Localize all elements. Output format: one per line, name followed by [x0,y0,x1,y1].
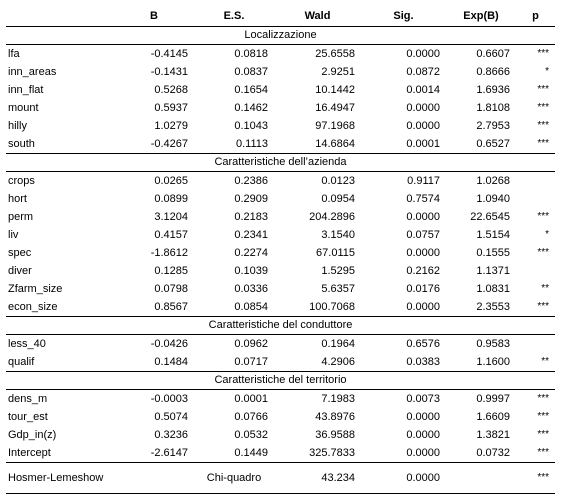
cell-es: 0.1462 [234,102,268,114]
cell-wald: 4.2906 [321,356,355,368]
cell-p [516,335,555,354]
cell-expb: 1.5154 [476,229,510,241]
cell-sig: 0.0000 [406,102,440,114]
table-row [6,226,555,244]
table-row [6,63,555,81]
cell-expb: 0.6607 [476,48,510,60]
cell-expb: 1.8108 [476,102,510,114]
row-label: Gdp_in(z) [8,429,57,441]
cell-p: *** [537,84,549,95]
row-label: Zfarm_size [8,283,63,295]
cell-p [516,172,555,191]
table-row [6,426,555,444]
cell-p: *** [537,138,549,149]
cell-expb: 0.0732 [476,447,510,459]
cell-sig: 0.6576 [406,338,440,350]
row-label: Intercept [8,447,51,459]
cell-b: 0.0265 [154,175,188,187]
cell-wald: 100.7068 [309,301,355,313]
cell-sig: 0.0073 [406,393,440,405]
header-p: p [516,6,555,27]
cell-expb: 1.1371 [476,265,510,277]
section-title: Caratteristiche del territorio [6,372,555,390]
cell-b: 0.0899 [154,193,188,205]
section-title: Localizzazione [6,27,555,45]
row-label: inn_flat [8,84,44,96]
footer-sig: 0.0000 [361,463,446,494]
cell-expb: 1.1600 [476,356,510,368]
cell-es: 0.0717 [234,356,268,368]
cell-wald: 97.1968 [315,120,355,132]
table-row [6,280,555,298]
cell-sig: 0.2162 [406,265,440,277]
cell-es: 0.0336 [234,283,268,295]
row-label: tour_est [8,411,48,423]
cell-b: -0.1431 [150,66,188,78]
footer-empty [114,463,194,494]
cell-p: *** [537,247,549,258]
cell-b: -1.8612 [150,247,188,259]
cell-b: 0.4157 [154,229,188,241]
row-label: liv [8,229,19,241]
cell-sig: 0.0000 [406,48,440,60]
row-label: mount [8,102,39,114]
cell-b: 0.1285 [154,265,188,277]
section-header-row [6,372,555,390]
cell-b: 1.0279 [154,120,188,132]
cell-p: *** [537,429,549,440]
row-label: hilly [8,120,27,132]
cell-es: 0.2386 [234,175,268,187]
table-row [6,45,555,64]
row-label: crops [8,175,35,187]
cell-b: 0.3236 [154,429,188,441]
hosmer-lemeshow-row [6,463,555,494]
cell-sig: 0.7574 [406,193,440,205]
row-label: spec [8,247,32,259]
row-label: perm [8,211,34,223]
footer-test: Chi-quadro [194,463,274,494]
cell-es: 0.1039 [234,265,268,277]
cell-wald: 3.1540 [321,229,355,241]
table-row [6,208,555,226]
cell-p: * [545,229,549,240]
footer-wald: 43.234 [274,463,361,494]
table-row [6,262,555,280]
cell-b: 0.1484 [154,356,188,368]
header-sig: Sig. [361,6,446,27]
cell-p: *** [537,447,549,458]
footer-p: *** [516,463,555,494]
cell-expb: 2.7953 [476,120,510,132]
cell-sig: 0.0000 [406,429,440,441]
cell-expb: 1.0268 [476,175,510,187]
table-row [6,244,555,262]
table-row [6,353,555,372]
table-row [6,408,555,426]
cell-wald: 10.1442 [315,84,355,96]
cell-p: *** [537,120,549,131]
cell-p: *** [537,301,549,312]
cell-sig: 0.0176 [406,283,440,295]
cell-b: 0.5937 [154,102,188,114]
cell-sig: 0.0000 [406,211,440,223]
section-header-row [6,317,555,335]
cell-sig: 0.0000 [406,447,440,459]
cell-b: -0.0426 [150,338,188,350]
table-row [6,444,555,463]
section-title: Caratteristiche del conduttore [6,317,555,335]
cell-es: 0.0001 [234,393,268,405]
cell-es: 0.2341 [234,229,268,241]
cell-wald: 14.6864 [315,138,355,150]
cell-b: 0.8567 [154,301,188,313]
table-row [6,117,555,135]
table-row [6,190,555,208]
cell-p: *** [537,411,549,422]
cell-expb: 0.9583 [476,338,510,350]
cell-expb: 1.6609 [476,411,510,423]
cell-wald: 0.0123 [321,175,355,187]
cell-es: 0.2274 [234,247,268,259]
footer-label: Hosmer-Lemeshow [6,463,114,494]
cell-es: 0.0837 [234,66,268,78]
cell-p [516,190,555,208]
cell-b: -0.0003 [150,393,188,405]
section-header-row [6,154,555,172]
cell-expb: 0.6527 [476,138,510,150]
cell-expb: 1.3821 [476,429,510,441]
row-label: less_40 [8,338,46,350]
cell-p: *** [537,48,549,59]
row-label: econ_size [8,301,58,313]
cell-es: 0.0962 [234,338,268,350]
cell-wald: 325.7833 [309,447,355,459]
header-wald: Wald [274,6,361,27]
cell-expb: 2.3553 [476,301,510,313]
cell-es: 0.1449 [234,447,268,459]
cell-sig: 0.9117 [407,175,440,187]
cell-es: 0.1043 [234,120,268,132]
table-row [6,99,555,117]
cell-wald: 7.1983 [321,393,355,405]
cell-es: 0.0854 [234,301,268,313]
row-label: south [8,138,35,150]
cell-es: 0.1113 [235,138,268,150]
cell-es: 0.2183 [234,211,268,223]
cell-b: 0.5268 [154,84,188,96]
cell-expb: 1.0940 [476,193,510,205]
header-b: B [114,6,194,27]
row-label: lfa [8,48,20,60]
table-row [6,335,555,354]
cell-sig: 0.0000 [406,411,440,423]
cell-p: ** [541,356,549,367]
cell-wald: 0.0954 [321,193,355,205]
cell-es: 0.0532 [234,429,268,441]
cell-wald: 67.0115 [316,247,355,259]
cell-b: 0.0798 [154,283,188,295]
table-body [6,27,555,494]
cell-p: * [545,66,549,77]
table-row [6,390,555,409]
cell-p: *** [537,393,549,404]
footer-empty-expb [446,463,516,494]
cell-sig: 0.0383 [406,356,440,368]
cell-p: *** [537,211,549,222]
table-row [6,81,555,99]
cell-sig: 0.0757 [406,229,440,241]
cell-b: -0.4145 [150,48,188,60]
cell-expb: 1.0831 [476,283,510,295]
header-label [6,6,114,27]
regression-table-container [6,6,555,494]
cell-sig: 0.0001 [406,138,440,150]
cell-wald: 43.8976 [315,411,355,423]
table-row [6,298,555,317]
header-row [6,6,555,27]
cell-wald: 204.2896 [309,211,355,223]
cell-sig: 0.0000 [406,247,440,259]
cell-p: ** [541,283,549,294]
cell-sig: 0.0000 [406,120,440,132]
cell-sig: 0.0872 [406,66,440,78]
cell-sig: 0.0014 [406,84,440,96]
cell-b: -2.6147 [150,447,188,459]
table-row [6,172,555,191]
section-header-row [6,27,555,45]
cell-wald: 1.5295 [321,265,355,277]
cell-es: 0.0766 [234,411,268,423]
cell-expb: 1.6936 [476,84,510,96]
cell-b: 3.1204 [154,211,188,223]
header-expb: Exp(B) [446,6,516,27]
cell-es: 0.0818 [234,48,268,60]
cell-sig: 0.0000 [406,301,440,313]
cell-expb: 0.9997 [476,393,510,405]
row-label: diver [8,265,32,277]
cell-expb: 0.8666 [476,66,510,78]
table-row [6,135,555,154]
cell-expb: 22.6545 [470,211,510,223]
cell-es: 0.1654 [234,84,268,96]
header-es: E.S. [194,6,274,27]
cell-expb: 0.1555 [476,247,510,259]
cell-p: *** [537,102,549,113]
cell-b: 0.5074 [154,411,188,423]
cell-wald: 0.1964 [321,338,355,350]
cell-wald: 2.9251 [321,66,355,78]
cell-wald: 5.6357 [321,283,355,295]
row-label: dens_m [8,393,48,405]
row-label: qualif [8,356,35,368]
row-label: hort [8,193,27,205]
cell-b: -0.4267 [150,138,188,150]
cell-es: 0.2909 [234,193,268,205]
cell-wald: 25.6558 [315,48,355,60]
row-label: inn_areas [8,66,57,78]
cell-p [516,262,555,280]
cell-wald: 16.4947 [315,102,355,114]
cell-wald: 36.9588 [315,429,355,441]
section-title: Caratteristiche dell’azienda [6,154,555,172]
logistic-regression-table [6,6,555,494]
